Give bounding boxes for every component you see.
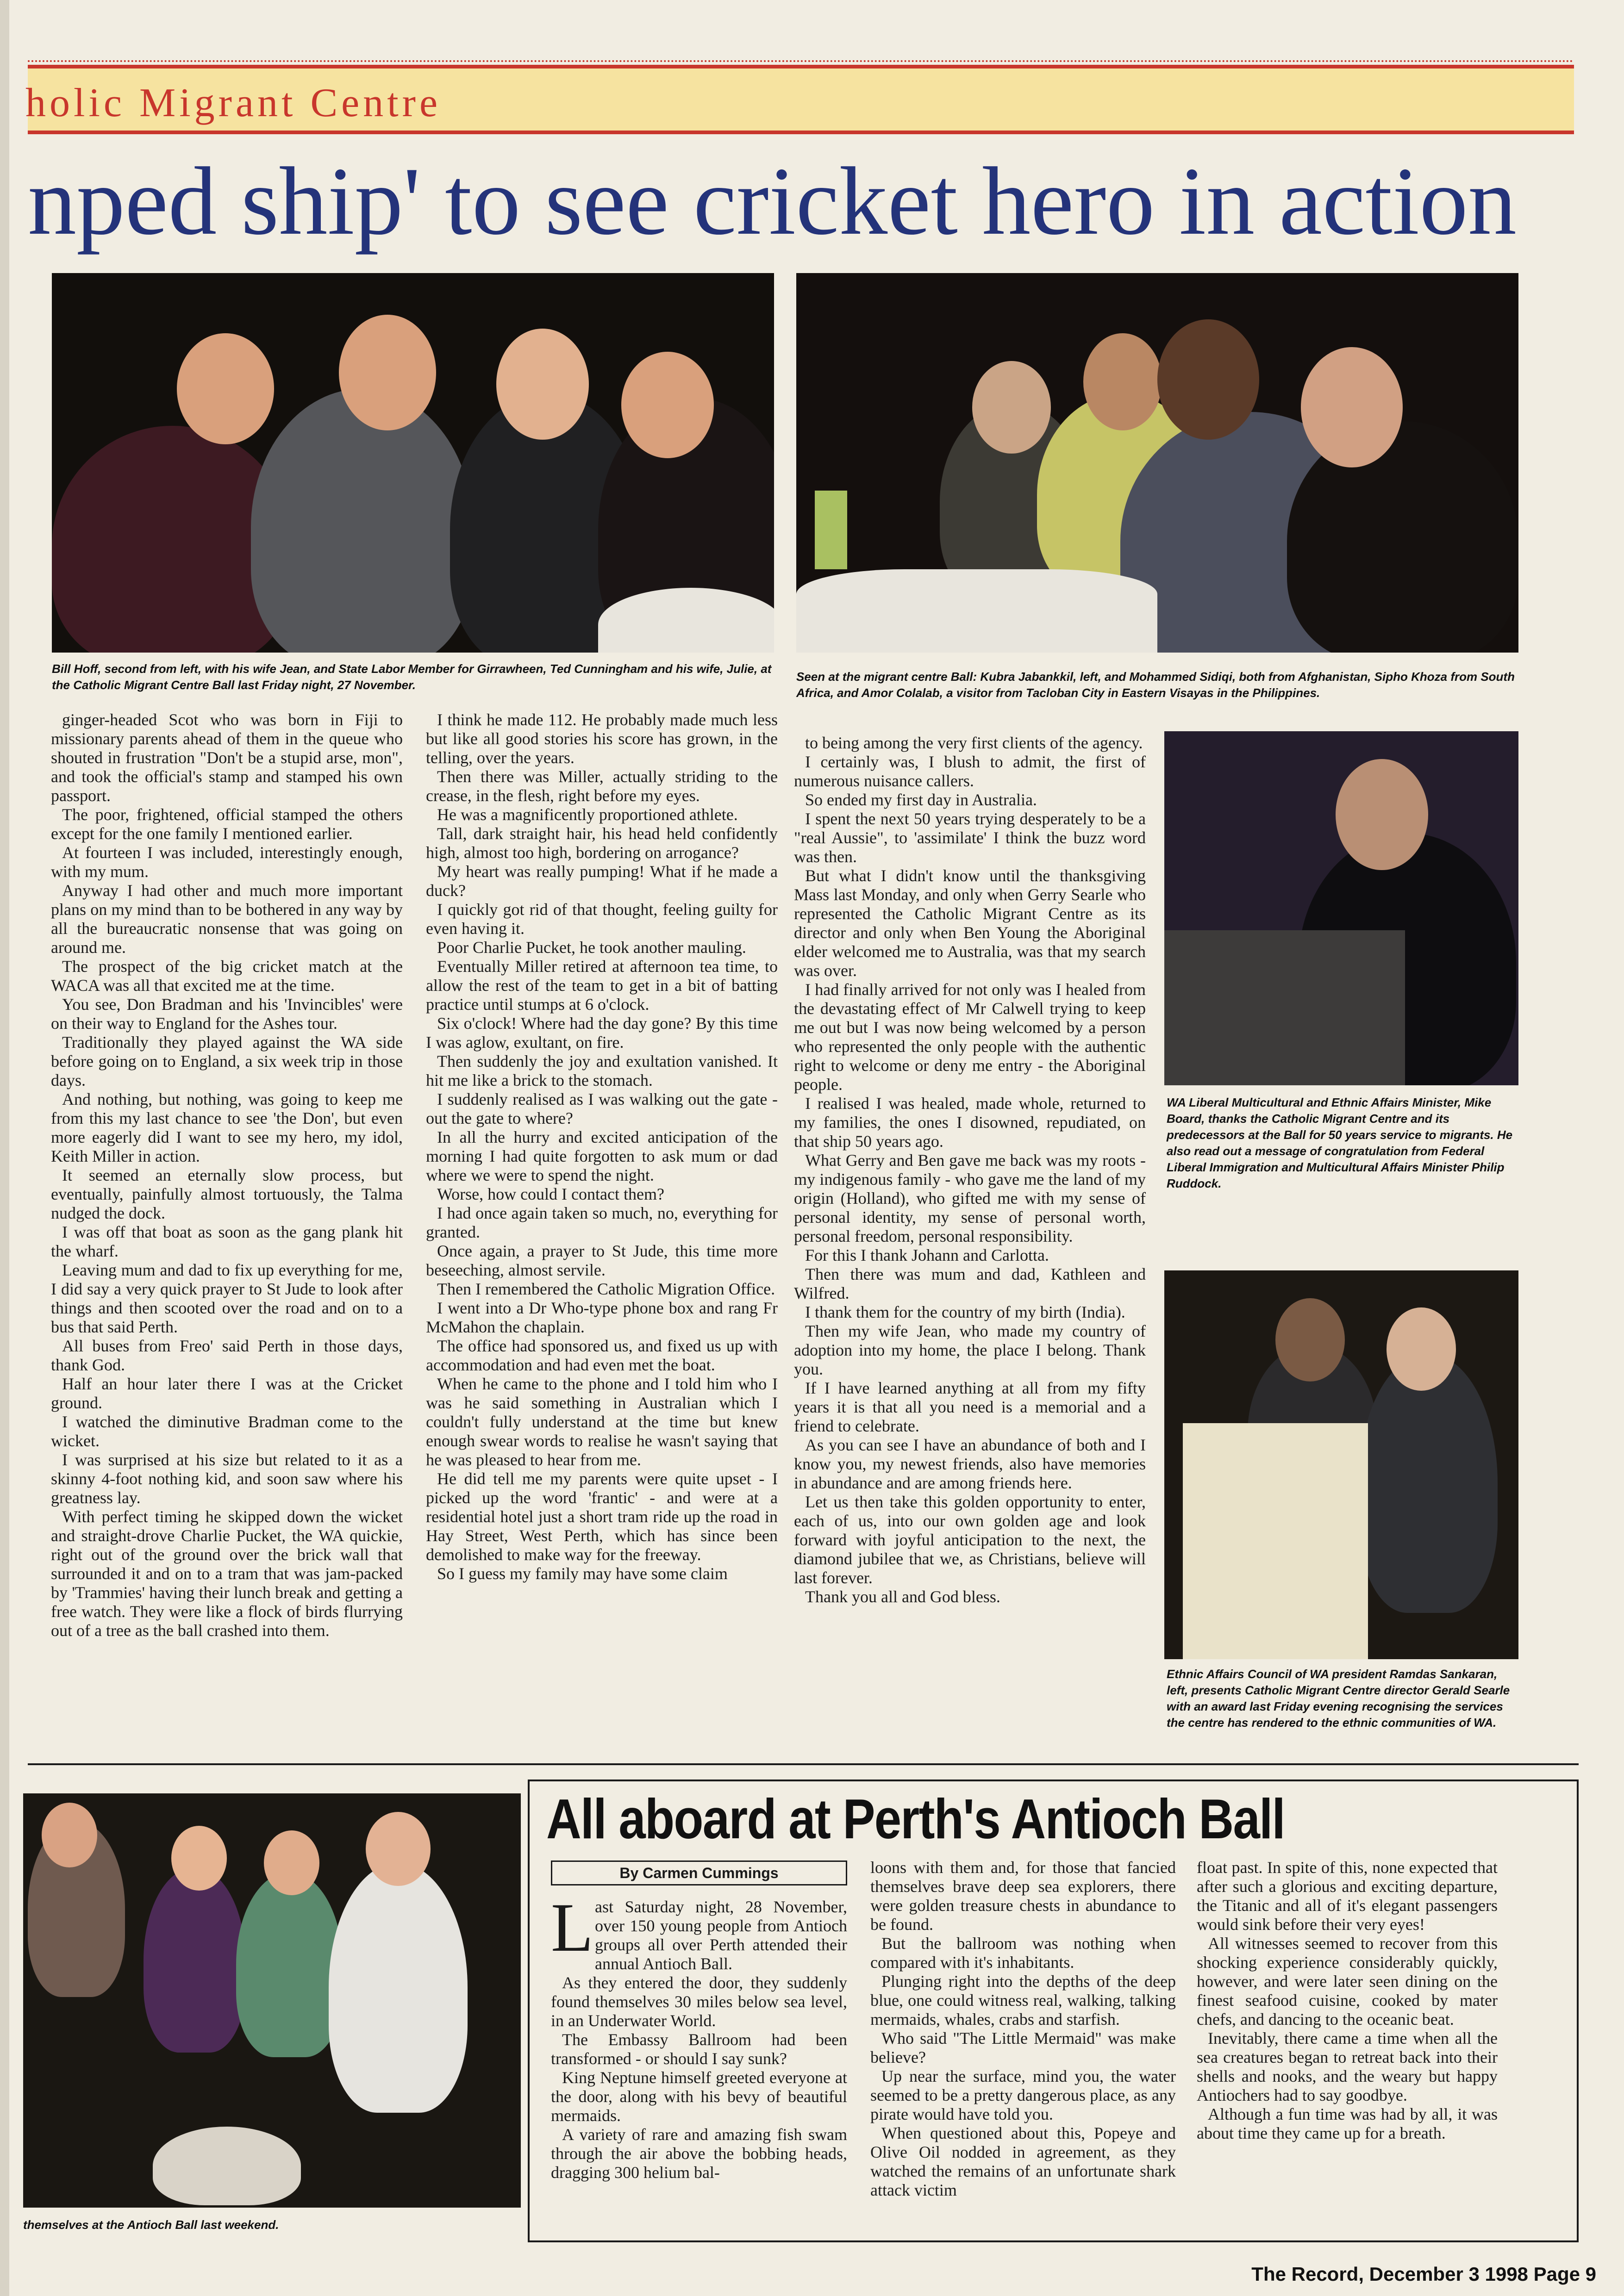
article-paragraph: It seemed an eternally slow process, but eventually, painfully almost tortuously, the Talma nudged the dock. [51,1166,403,1222]
article-paragraph: Inevitably, there came a time when all the sea creatures began to retreat back into their shells and nooks, and the weary but happy Antiochers had to say goodbye. [1197,2029,1498,2104]
banner-dotted-rule [28,60,1574,62]
article-paragraph: He did tell me my parents were quite upset - I picked up the word 'frantic' - and were at a residential hotel just a short tram ride up the road in Hay Street, West Perth, which has since been demolished to make way for the freeway. [426,1469,778,1564]
article-paragraph: Tall, dark straight hair, his head held confidently high, almost too high, bordering on arrogance? [426,824,778,862]
article-paragraph: All witnesses seemed to recover from this shocking experience considerably quickly, however, and were later seen dining on the finest seafood cuisine, cooked by mater chefs, and dancing to the oceanic beat. [1197,1934,1498,2028]
antioch-column-3 [1197,1858,1498,2143]
antioch-column-1 [551,1898,847,2182]
article-paragraph: I was off that boat as soon as the gang plank hit the wharf. [51,1223,403,1260]
page-headline: nped ship' to see cricket hero in action [28,148,1517,255]
article-paragraph: Then suddenly the joy and exultation vanished. It hit me like a brick to the stomach. [426,1052,778,1089]
article-paragraph: As they entered the door, they suddenly found themselves 30 miles below sea level, in an Underwater World. [551,1973,847,2030]
article-column-2 [426,710,778,1583]
article-paragraph: He was a magnificently proportioned athlete. [437,805,738,824]
article-paragraph: So I guess my family may have some claim [437,1564,728,1583]
article-paragraph: But the ballroom was nothing when compared with it's inhabitants. [870,1934,1176,1972]
photo-migrant-ball-guests [796,273,1518,653]
article-paragraph: All buses from Freo' said Perth in those days, thank God. [51,1337,403,1374]
article-paragraph: Half an hour later there I was at the Cricket ground. [51,1375,403,1412]
caption-speaker: WA Liberal Multicultural and Ethnic Affairs Minister, Mike Board, thanks the Catholic Migrant Centre and its predecessors at the Ball for 50 years service to migrants. He also read out a message of congratulation from Federal Liberal Immigration and Multicultural Affairs Minister Philip Ruddock. [1167,1095,1513,1190]
article-paragraph: A variety of rare and amazing fish swam through the air above the bobbing heads, dragging 300 helium bal- [551,2125,847,2182]
article-paragraph: I went into a Dr Who-type phone box and rang Fr McMahon the chaplain. [426,1299,778,1336]
article-paragraph: The prospect of the big cricket match at the WACA was all that excited me at the time. [51,957,403,995]
section-divider [28,1763,1579,1765]
article-paragraph: At fourteen I was included, interestingly enough, with my mum. [51,843,403,881]
article-paragraph: Let us then take this golden opportunity to enter, each of us, into our own golden age and look forward with joyful anticipation to the next, the diamond jubilee that we, as Christians, believe will last forever. [794,1493,1146,1587]
article-paragraph: float past. In spite of this, none expected that after such a glorious and exciting departure, the Titanic and all of it's elegant passengers would sink before their very eyes! [1197,1858,1498,1934]
article-paragraph: But what I didn't know until the thanksgiving Mass last Monday, and only when Gerry Searle who represented the Catholic Migrant Centre as its director and only when Ben Young the Aboriginal elder welcomed me to Australia, was that my search was over. [794,866,1146,980]
article-paragraph: For this I thank Johann and Carlotta. [805,1246,1049,1264]
article-column-1 [51,710,403,1640]
article-paragraph: Six o'clock! Where had the day gone? By this time I was aglow, exultant, on fire. [426,1014,778,1052]
article-paragraph: loons with them and, for those that fancied themselves brave deep sea explorers, there were golden treasure chests in abundance to be found. [870,1858,1176,1934]
article-paragraph: I think he made 112. He probably made much less but like all good stories his score has grown, in the telling, over the years. [426,710,778,767]
article-paragraph: Although a fun time was had by all, it was about time they came up for a breath. [1197,2105,1498,2142]
article-paragraph: Then my wife Jean, who made my country of adoption into my home, the place I belong. Thank you. [794,1322,1146,1378]
caption-award: Ethnic Affairs Council of WA president Ramdas Sankaran, left, presents Catholic Migrant Centre director Gerald Searle with an award last Friday evening recognising the services the centre has rendered to the ethnic communities of WA. [1167,1667,1510,1730]
article-paragraph: And nothing, but nothing, was going to keep me from this my last chance to see 'the Don', but even more eagerly did I want to see my hero, my idol, Keith Miller in action. [51,1090,403,1165]
article-paragraph: My heart was really pumping! What if he made a duck? [426,862,778,900]
article-paragraph: I watched the diminutive Bradman come to the wicket. [51,1412,403,1450]
article-paragraph: I was surprised at his size but related to it as a skinny 4-foot nothing kid, and soon saw where his greatness lay. [51,1450,403,1507]
article-paragraph: ginger-headed Scot who was born in Fiji to missionary parents ahead of them in the queue who shouted in frustration "Don't be a stupid arse, mon", and took the official's stamp and stamped his own passport. [51,710,403,805]
drop-cap: L [551,1889,593,1966]
article-paragraph: In all the hurry and excited anticipation of the morning I had quite forgotten to ask mum or dad where we were to spend the night. [426,1128,778,1184]
article-paragraph: to being among the very first clients of the agency. [805,734,1143,752]
section-title: holic Migrant Centre [25,81,442,125]
photo-speaker-at-lectern [1164,731,1518,1085]
article-paragraph: As you can see I have an abundance of both and I know you, my newest friends, also have memories in abundance and are among friends here. [794,1436,1146,1492]
article-paragraph: What Gerry and Ben gave me back was my roots - my indigenous family - who gave me the land of my origin (Holland), who gifted me with my sense of personal identity, my sense of personal worth, personal freedom, personal responsibility. [794,1151,1146,1245]
article-paragraph: So ended my first day in Australia. [805,790,1037,809]
caption-hoff-group: Bill Hoff, second from left, with his wife Jean, and State Labor Member for Girrawheen, Ted Cunningham and his wife, Julie, at the Catholic Migrant Centre Ball last Friday night, 27 November. [52,662,772,692]
article-paragraph: When questioned about this, Popeye and Olive Oil nodded in agreement, as they watched the remains of an unfortunate shark attack victim [870,2124,1176,2199]
article-paragraph: The office had sponsored us, and fixed us up with accommodation and had even met the boat. [426,1337,778,1374]
article-paragraph: Plunging right into the depths of the deep blue, one could witness real, walking, talking mermaids, whales, crabs and starfish. [870,1972,1176,2028]
photo-hoff-group [52,273,774,653]
article-paragraph: I quickly got rid of that thought, feeling guilty for even having it. [426,900,778,938]
antioch-column-2 [870,1858,1176,2200]
article-paragraph: Eventually Miller retired at afternoon tea time, to allow the rest of the team to get in a bit of batting practice until stumps at 6 o'clock. [426,957,778,1014]
article-paragraph: Leaving mum and dad to fix up everything for me, I did say a very quick prayer to St Jude to look after things and then scooted over the road and on to a bus that said Perth. [51,1261,403,1336]
article-paragraph: I thank them for the country of my birth (India). [805,1303,1125,1321]
page-edge [0,0,9,2296]
caption-antioch: themselves at the Antioch Ball last weekend. [23,2218,279,2232]
byline: By Carmen Cummings [551,1860,847,1885]
article-paragraph: Once again, a prayer to St Jude, this time more beseeching, almost servile. [426,1242,778,1279]
caption-migrant-ball-guests: Seen at the migrant centre Ball: Kubra Jabankkil, left, and Mohammed Sidiqi, both from Afghanistan, Sipho Khoza from South Africa, and Amor Colalab, a visitor from Tacloban City in Eastern Visayas in the Philippines. [796,670,1515,700]
article-paragraph: Traditionally they played against the WA side before going on to England, a six week trip in those days. [51,1033,403,1089]
article-paragraph: Thank you all and God bless. [805,1587,1000,1606]
article-paragraph: The Embassy Ballroom had been transformed - or should I say sunk? [551,2030,847,2068]
photo-award-presentation [1164,1270,1518,1659]
article-column-3 [794,734,1146,1606]
article-paragraph: With perfect timing he skipped down the wicket and straight-drove Charlie Pucket, the WA quickie, right out of the ground over the brick wall that surrounded it and on to a tram that was jam-packed by 'Trammies' having their lunch break and getting a free watch. They were like a flock of birds flurrying out of a tree as the ball crashed into them. [51,1507,403,1640]
article-paragraph: Who said "The Little Mermaid" was make believe? [870,2029,1176,2066]
article-paragraph: I certainly was, I blush to admit, the first of numerous nuisance callers. [794,753,1146,790]
article-paragraph: Then there was Miller, actually striding to the crease, in the flesh, right before my eyes. [426,767,778,805]
antioch-headline: All aboard at Perth's Antioch Ball [546,1787,1285,1850]
article-paragraph: You see, Don Bradman and his 'Invincibles' were on their way to England for the Ashes tour. [51,995,403,1033]
article-paragraph: ast Saturday night, 28 November, over 150 young people from Antioch groups all over Perth attended their annual Antioch Ball. [595,1898,847,1973]
article-paragraph: When he came to the phone and I told him who I was he said something in Australian which I couldn't fully understand at the time but knew enough swear words to realise he wasn't saying that he was pleased to hear from me. [426,1375,778,1469]
article-paragraph: I suddenly realised as I was walking out the gate - out the gate to where? [426,1090,778,1127]
article-paragraph: I spent the next 50 years trying desperately to be a "real Aussie", to 'assimilate' I think the buzz word was then. [794,809,1146,866]
article-paragraph: Worse, how could I contact them? [437,1185,664,1203]
page-footer: The Record, December 3 1998 Page 9 [1251,2263,1596,2285]
article-paragraph: Up near the surface, mind you, the water seemed to be a pretty dangerous place, as any pirate would have told you. [870,2067,1176,2123]
article-paragraph: I had finally arrived for not only was I healed from the devastating effect of Mr Calwell trying to keep me out but I was now being welcomed by a person who represented the only people with the authentic right to welcome or deny me entry - the Aboriginal people. [794,980,1146,1094]
article-paragraph: Then I remembered the Catholic Migration Office. [437,1280,775,1298]
article-paragraph: Anyway I had other and much more important plans on my mind than to be bothered in any way by all the bureaucratic nonsense that was going on around me. [51,881,403,957]
article-paragraph: If I have learned anything at all from my fifty years it is that all you need is a memorial and a friend to celebrate. [794,1379,1146,1435]
photo-antioch-ball [23,1793,521,2208]
article-paragraph: I had once again taken so much, no, everything for granted. [426,1204,778,1241]
article-paragraph: I realised I was healed, made whole, returned to my families, the ones I disowned, repudiated, on that ship 50 years ago. [794,1094,1146,1151]
article-paragraph: Then there was mum and dad, Kathleen and Wilfred. [794,1265,1146,1302]
article-paragraph: The poor, frightened, official stamped the others except for the one family I mentioned earlier. [51,805,403,843]
article-paragraph: Poor Charlie Pucket, he took another mauling. [437,938,746,957]
article-paragraph: King Neptune himself greeted everyone at the door, along with his bevy of beautiful mermaids. [551,2068,847,2125]
